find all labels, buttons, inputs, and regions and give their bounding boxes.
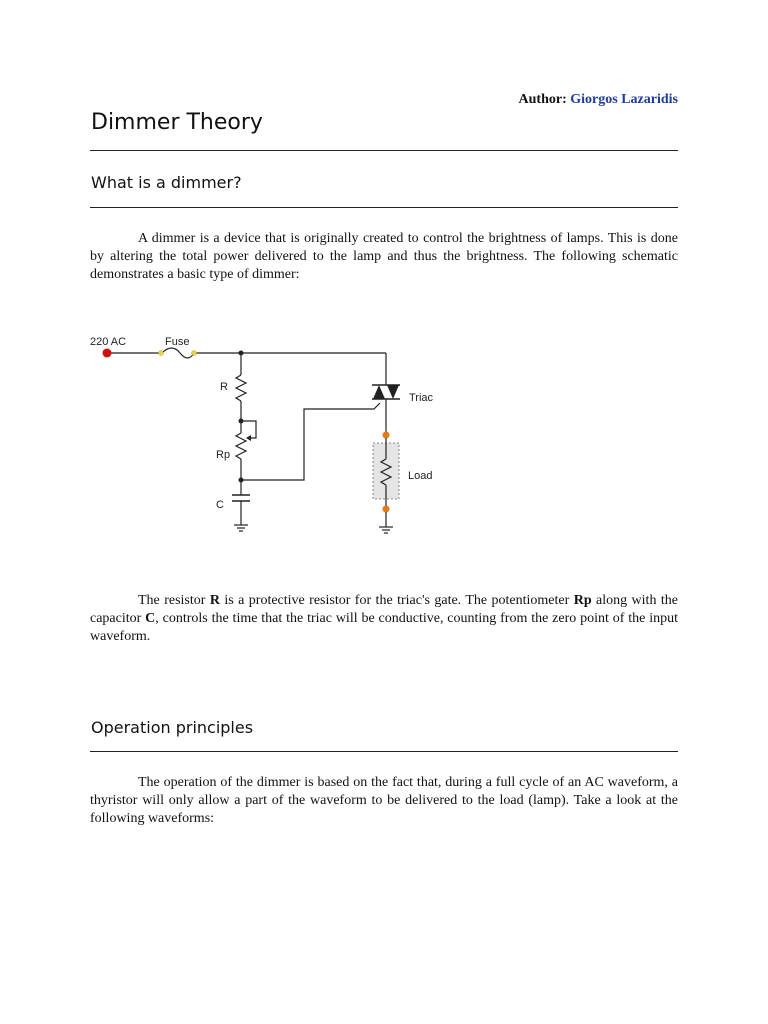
label-triac: Triac <box>409 392 434 404</box>
section-divider <box>90 207 678 208</box>
section-heading-operation: Operation principles <box>91 718 254 737</box>
title-divider <box>90 150 678 151</box>
label-load: Load <box>408 470 433 482</box>
dimmer-schematic <box>80 325 460 545</box>
label-fuse: Fuse <box>165 336 190 348</box>
author-label: Author: <box>518 92 567 107</box>
explanation-paragraph: The resistor R is a protective resistor for the triac's gate. The potentiometer Rp along with the capacitor C, controls the time that the triac will be conductive, counting from the zero point of the input waveform. <box>90 593 678 644</box>
intro-paragraph: A dimmer is a device that is originally created to control the brightness of lamps. This is done by altering the total power delivered to the lamp and thus the brightness. The following schematic demonstrates a basic type of dimmer: <box>90 231 678 282</box>
label-r: R <box>220 381 228 393</box>
page-title: Dimmer Theory <box>91 110 263 135</box>
resistor-r <box>236 375 246 401</box>
author-line <box>519 92 678 108</box>
potentiometer-rp <box>236 433 246 459</box>
fuse-symbol <box>162 348 194 358</box>
operation-paragraph: The operation of the dimmer is based on the fact that, during a full cycle of an AC waveform, a thyristor will only allow a part of the waveform to be delivered to the load (lamp). Take a look at the following waveforms: <box>90 775 678 826</box>
section-divider-2 <box>90 751 678 752</box>
source-terminal-dot <box>103 349 112 358</box>
node-dot <box>383 432 390 439</box>
author-name[interactable]: Giorgos Lazaridis <box>570 92 678 107</box>
section-heading-what-is-dimmer: What is a dimmer? <box>91 173 242 192</box>
label-c: C <box>216 499 224 511</box>
label-220ac: 220 AC <box>90 336 127 348</box>
label-rp: Rp <box>216 449 231 461</box>
triac-symbol <box>373 385 385 399</box>
